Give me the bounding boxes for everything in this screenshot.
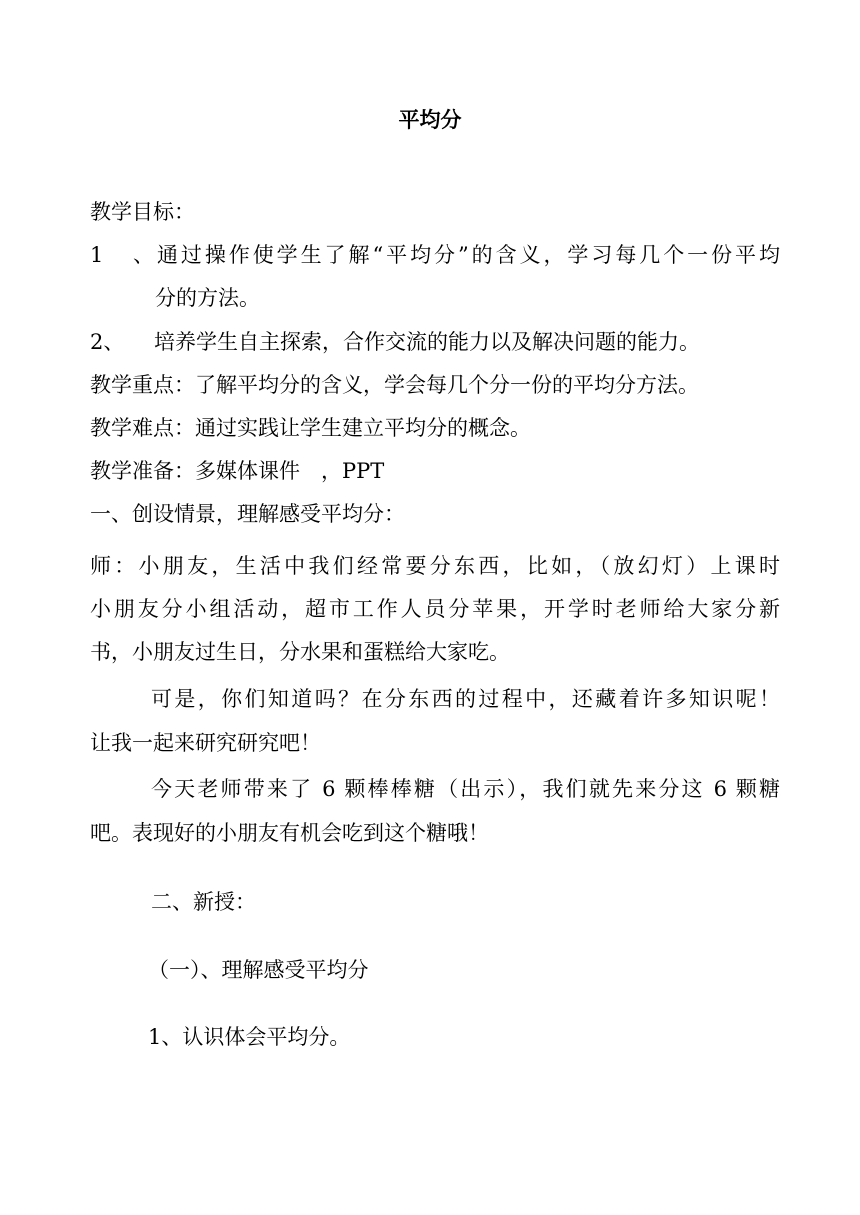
para-3-line-2: 吧。表现好的小朋友有机会吃到这个糖哦！ [90,821,489,845]
key-point: 教学重点：了解平均分的含义，学会每几个分一份的平均分方法。 [90,373,699,397]
objective-1-line-2: 分的方法。 [155,286,260,310]
objective-2-number: 2、 [90,330,125,354]
para-3-line-1: 今天老师带来了 6 颗棒棒糖（出示），我们就先来分这 6 颗糖 [151,777,780,801]
objective-2-text: 培养学生自主探索，合作交流的能力以及解决问题的能力。 [154,330,700,354]
subsection-1-heading: （一）、理解感受平均分 [148,958,369,982]
section-2-heading: 二、新授： [151,890,256,914]
preparation: 教学准备：多媒体课件 ，PPT [90,459,385,483]
objective-1-text: 通过操作使学生了解“平均分”的含义，学习每几个一份平均 [154,243,780,267]
objectives-heading: 教学目标： [90,200,195,224]
item-1: 1、认识体会平均分。 [148,1025,351,1049]
objective-1-line-1 [90,241,780,269]
para-1-line-1: 师：小朋友，生活中我们经常要分东西，比如，（放幻灯）上课时 [90,554,780,578]
objective-1-number: 1、 [90,243,154,267]
para-1-line-2: 小朋友分小组活动，超市工作人员分苹果，开学时老师给大家分新 [90,597,780,621]
para-2-line-1: 可是，你们知道吗？在分东西的过程中，还藏着许多知识呢！ [151,687,780,711]
document-title: 平均分 [398,107,462,132]
objective-2-line [90,328,780,356]
difficulty: 教学难点：通过实践让学生建立平均分的概念。 [90,416,531,440]
para-2-line-2: 让我一起来研究研究吧！ [90,731,321,755]
section-1-heading: 一、创设情景，理解感受平均分： [90,502,405,526]
para-1-line-3: 书，小朋友过生日，分水果和蛋糕给大家吃。 [90,640,510,664]
